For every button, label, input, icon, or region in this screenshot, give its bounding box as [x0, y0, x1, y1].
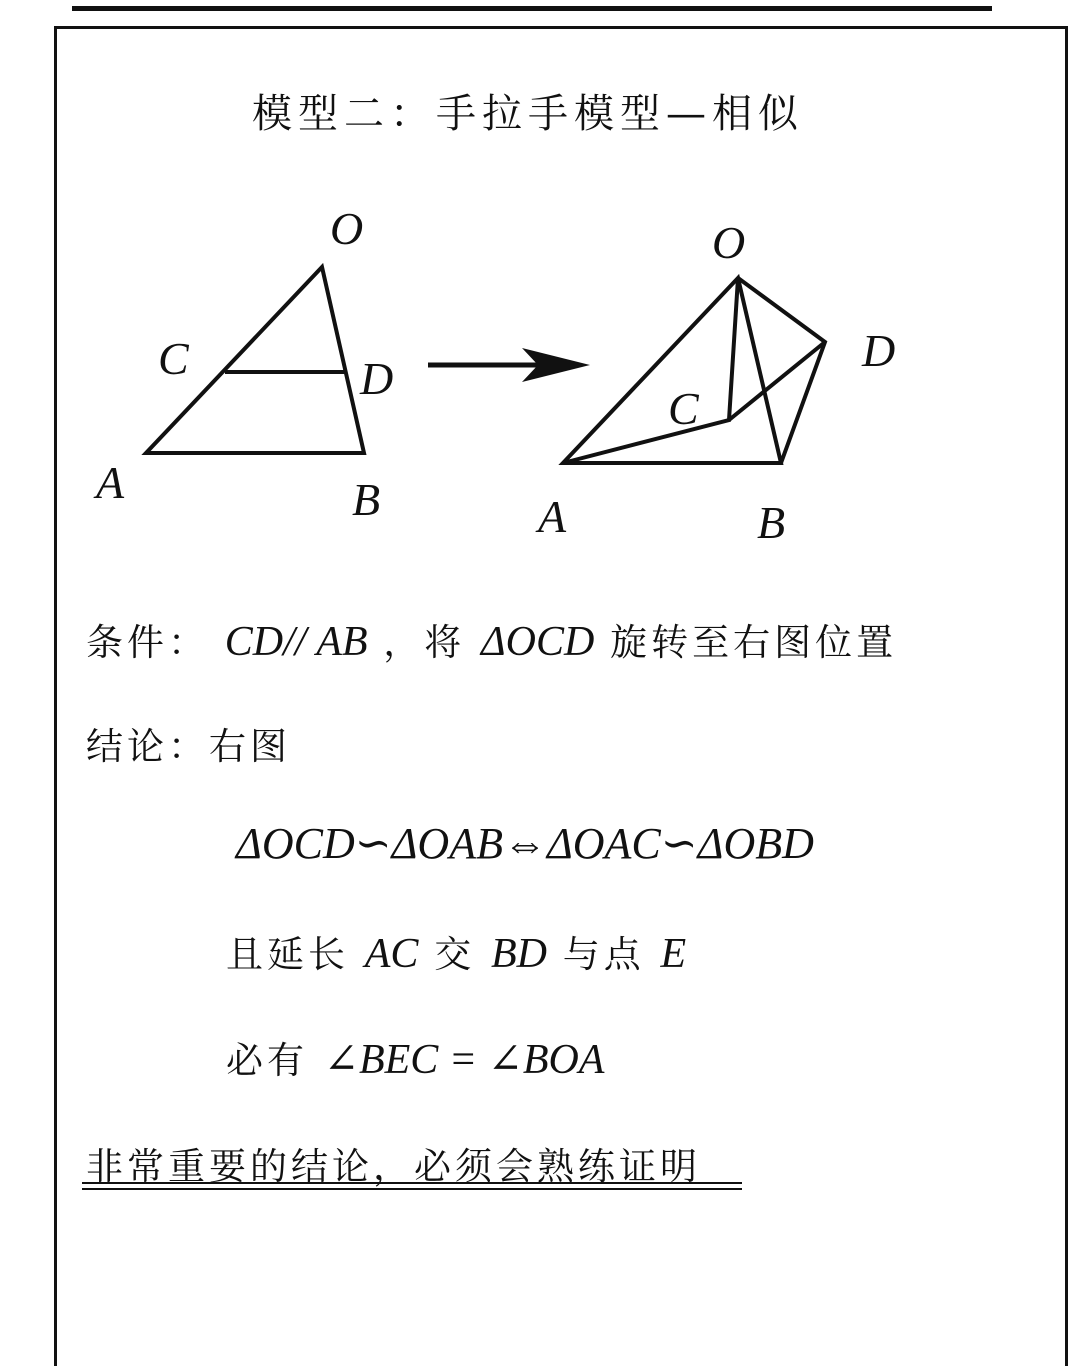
left-label-O: O — [330, 203, 364, 254]
left-label-B: B — [352, 474, 381, 525]
extend-math-BD: BD — [490, 931, 547, 977]
condition-math-triangle: ΔOCD — [481, 619, 595, 665]
right-label-A: A — [538, 491, 567, 542]
condition-label: 条件： — [86, 621, 209, 664]
must-text: 必有 — [226, 1039, 308, 1082]
extend-math-E: E — [660, 931, 687, 977]
similarity-formula: ΔOCD∽ΔOAB⇔ΔOAC∽ΔOBD — [236, 819, 814, 868]
must-line — [226, 1030, 604, 1084]
extend-line — [226, 924, 686, 978]
condition-math-parallel: CD// AB — [224, 619, 368, 665]
must-math-angle: ∠BEC = ∠BOA — [323, 1037, 605, 1083]
condition-line — [86, 612, 897, 666]
extend-text-3: 与点 — [562, 933, 645, 976]
right-label-O: O — [712, 217, 746, 268]
transform-arrow — [428, 348, 590, 382]
conclusion-label: 结论：右图 — [86, 725, 291, 768]
extend-math-AC: AC — [364, 931, 419, 977]
left-label-A: A — [96, 457, 125, 508]
left-label-D: D — [360, 353, 394, 404]
right-label-D: D — [862, 325, 896, 376]
geometry-diagram — [0, 0, 1080, 560]
extend-text-2: 交 — [434, 933, 476, 976]
emphasis-underline-1 — [82, 1182, 742, 1184]
conclusion-line — [86, 716, 291, 770]
left-label-C: C — [158, 333, 189, 384]
page-title: 模型二：手拉手模型—相似 — [252, 91, 804, 137]
emphasis-underline-2 — [82, 1188, 742, 1190]
extend-text-1: 且延长 — [226, 933, 349, 976]
condition-mid-text: ，将 — [383, 621, 466, 664]
right-figure — [563, 278, 825, 463]
right-label-C: C — [668, 383, 699, 434]
emphasis-note: 非常重要的结论，必须会熟练证明 — [86, 1145, 701, 1188]
right-label-B: B — [757, 497, 786, 548]
condition-tail-text: 旋转至右图位置 — [610, 621, 898, 664]
right-segments-O-D-B — [738, 278, 825, 463]
